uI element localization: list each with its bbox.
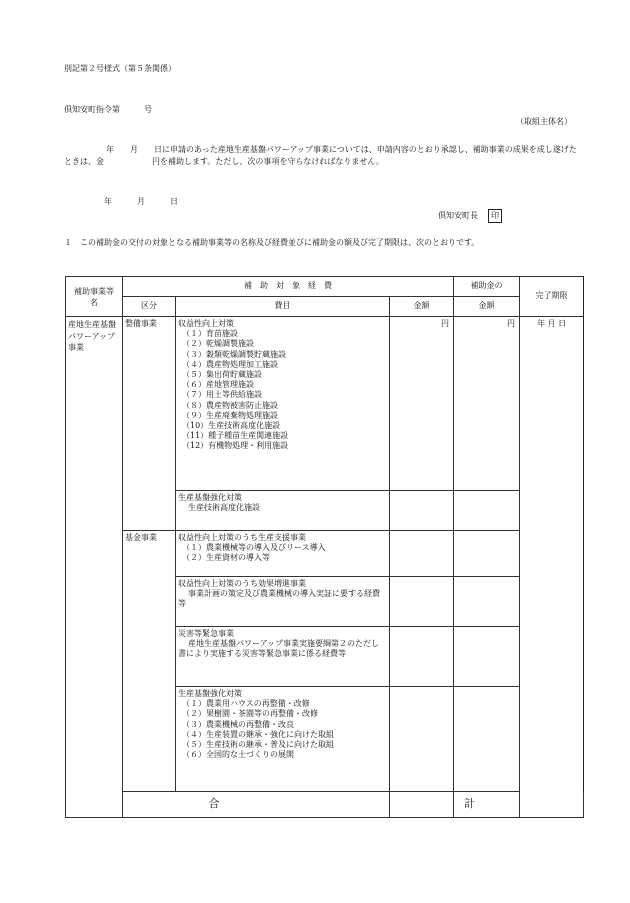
header-amount: 金額 [390, 297, 454, 317]
project-name-cell: 産地生産基盤パワーアップ事業 [66, 317, 123, 818]
group-2 [176, 491, 390, 531]
group-6-item: （２）果樹園・茶園等の再整備・改修 [182, 709, 318, 719]
group-3-item: （２）生産資材の導入等 [182, 553, 270, 563]
group-3-item: （１）農業機械等の導入及びリース導入 [182, 543, 326, 553]
group-6-item: （３）農業機械の再整備・改良 [182, 719, 294, 729]
group-6-item: （１）農業用ハウスの再整備・改修 [182, 699, 310, 709]
header-cost-item: 費目 [176, 297, 390, 317]
subsidy-cell [454, 531, 520, 577]
amount-cell [390, 577, 454, 627]
group-6-title: 生産基盤強化対策 [178, 689, 242, 698]
total-label-right: 計 [464, 797, 476, 811]
recipient-name: （取組主体名） [516, 117, 572, 126]
group-1-item: （10）生産技術高度化施設 [182, 421, 281, 431]
group-4-title: 収益性向上対策のうち効果増進事業 [178, 579, 306, 588]
amount-cell [390, 491, 454, 531]
group-1 [176, 317, 390, 491]
group-1-item: （７）用土等供給施設 [182, 390, 262, 400]
total-label-right-cell [390, 792, 476, 818]
subsidy-cell [454, 491, 520, 531]
subsidy-unit-cell [454, 317, 520, 491]
group-3 [176, 531, 390, 577]
total-label-left-cell [123, 792, 390, 818]
group-6-item: （６）全国的な土づくりの展開 [182, 750, 294, 760]
group-5 [176, 627, 390, 687]
seal-mark: 印 [488, 209, 502, 223]
issuer-line [438, 209, 502, 223]
group-5-text: 産地生産基盤パワーアップ事業実施要綱第２のただし書により実施する災害等緊急事業に係る経費等 [178, 639, 380, 659]
issue-date: 年 月 日 [104, 197, 181, 206]
expense-table [65, 276, 584, 818]
group-5-title: 災害等緊急事業 [178, 629, 234, 638]
header-subsidy: 補助金の [454, 277, 520, 297]
header-category: 区分 [123, 297, 176, 317]
group-2-item: 生産技術高度化施設 [188, 503, 260, 513]
group-6-item: （５）生産技術の継承・普及に向けた取組 [182, 740, 334, 750]
category-maintenance: 整備事業 [123, 317, 176, 531]
amount-cell [390, 531, 454, 577]
form-title: 別記第２号様式（第５条関係） [64, 64, 176, 73]
group-1-item: （４）農産物処理加工施設 [182, 359, 278, 369]
group-1-item: （６）産地管理施設 [182, 380, 254, 390]
subsidy-cell [454, 577, 520, 627]
group-1-item: （２）乾燥調製施設 [182, 339, 254, 349]
header-project-name: 補助事業等名 [66, 277, 123, 317]
group-3-title: 収益性向上対策のうち生産支援事業 [178, 533, 306, 542]
total-label-left: 合 [208, 797, 220, 811]
group-1-item: （３）穀類乾燥調製貯蔵施設 [182, 349, 286, 359]
group-1-item: （11）種子種苗生産関連施設 [182, 431, 289, 441]
amount-unit-cell [390, 317, 454, 491]
subsidy-cell [454, 687, 520, 792]
subsidy-unit: 円 [507, 319, 516, 328]
group-1-item: （９）生産廃棄物処理施設 [182, 410, 278, 420]
group-1-item: （１）育苗施設 [182, 329, 238, 339]
item-1-text: １ この補助金の交付の対象となる補助事業等の名称及び経費並びに補助金の額及び完了期限は、次のとおりです。 [64, 238, 480, 247]
header-subsidy-amount: 金額 [454, 297, 520, 317]
amount-cell [390, 627, 454, 687]
group-1-title: 収益性向上対策 [178, 319, 234, 328]
group-4 [176, 577, 390, 627]
header-expense-group: 補 助 対 象 経 費 [123, 277, 454, 297]
subsidy-cell [454, 627, 520, 687]
issuer-name: 倶知安町長 [438, 211, 478, 220]
group-4-text: 事業計画の策定及び農業機械の導入実証に要する経費等 [178, 589, 380, 609]
deadline-value: 年 月 日 [536, 319, 567, 328]
amount-unit: 円 [441, 319, 450, 328]
amount-cell [390, 687, 454, 792]
group-1-item: （12）有機物処理・利用施設 [182, 441, 289, 451]
deadline-cell [520, 317, 584, 818]
body-text: 年 月 日に申請のあった産地生産基盤パワーアップ事業については、申請内容のとおり承認し、補助事業の成果を成し遂げたときは、金 円を補助します。ただし、次の事項を守らなければなりません。 [64, 145, 577, 166]
group-6-item: （４）生産装置の継承・強化に向けた取組 [182, 729, 334, 739]
group-2-title: 生産基盤強化対策 [178, 493, 242, 502]
category-fund: 基金事業 [123, 531, 176, 792]
group-6 [176, 687, 390, 792]
group-1-item: （８）農産物被害防止施設 [182, 400, 278, 410]
document-number: 倶知安町指令第 号 [64, 105, 152, 114]
group-1-item: （５）集出荷貯蔵施設 [182, 370, 262, 380]
header-deadline: 完了期限 [520, 277, 584, 317]
